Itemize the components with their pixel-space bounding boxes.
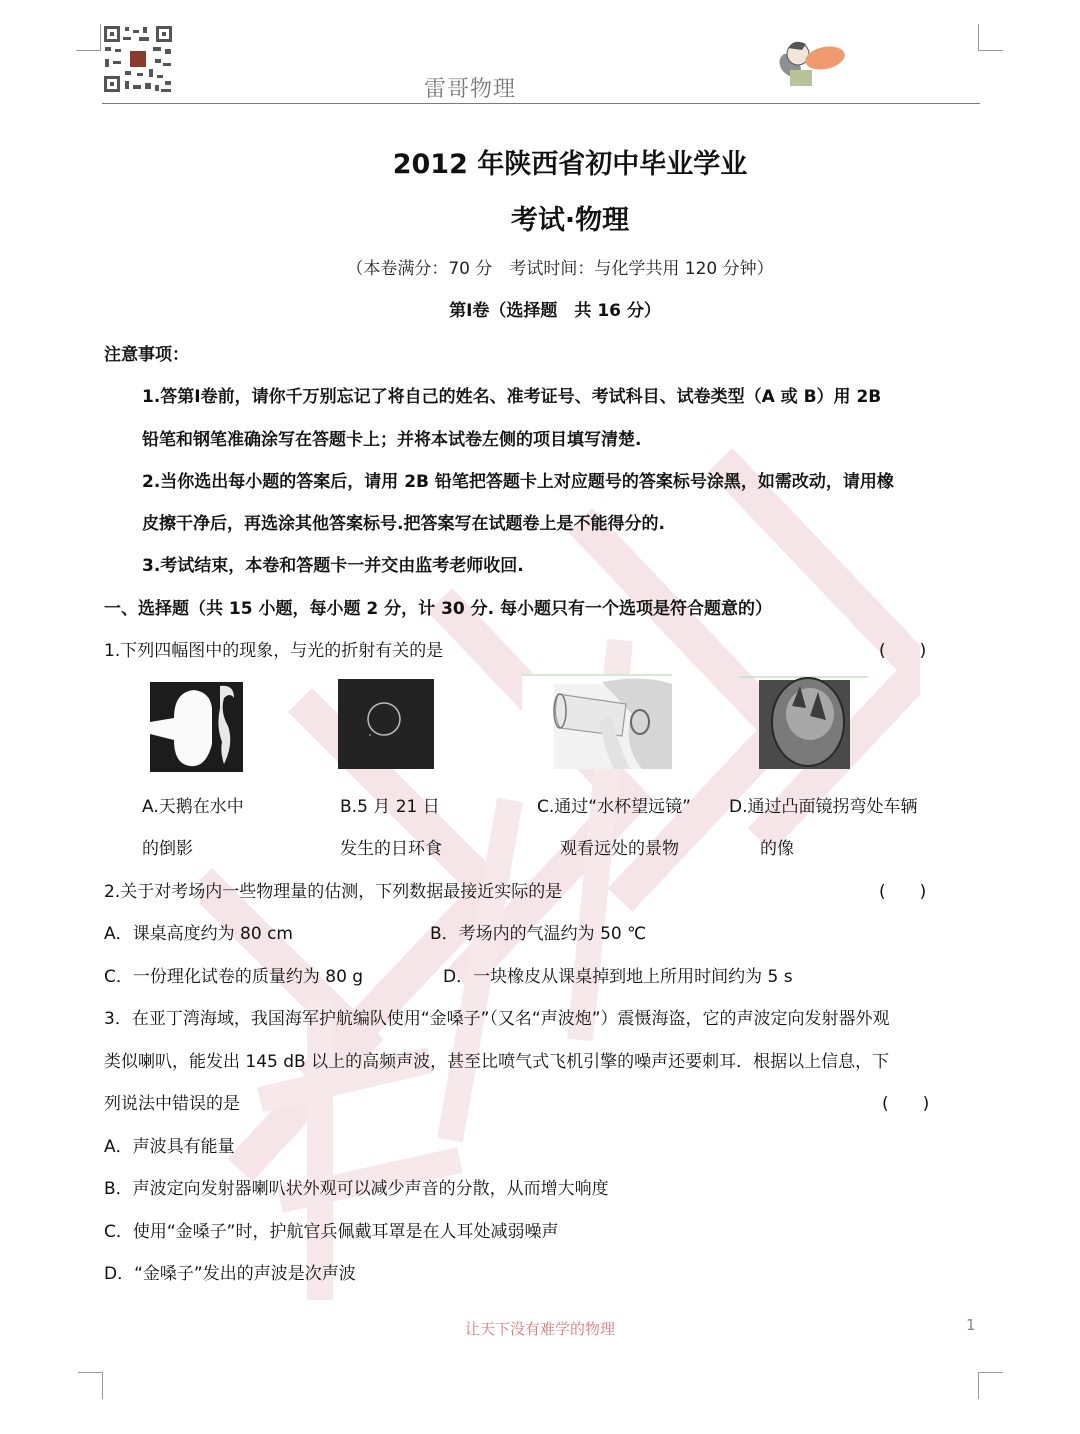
swan-reflection-image xyxy=(150,682,243,772)
qr-code-icon xyxy=(103,25,173,93)
question-2-option-a: A．课桌高度约为 80 cm xyxy=(104,924,293,944)
crop-mark-top-right xyxy=(978,24,1003,51)
section-heading: 一、选择题（共 15 小题，每小题 2 分，计 30 分. 每小题只有一个选项是符合题意的） xyxy=(104,599,773,619)
crop-mark-bottom-right xyxy=(978,1372,1003,1399)
question-3-option-d: D．“金嗓子”发出的声波是次声波 xyxy=(104,1264,356,1284)
question-3-option-c: C．使用“金嗓子”时，护航官兵佩戴耳罩是在人耳处减弱噪声 xyxy=(104,1222,559,1242)
footer-slogan: 让天下没有难学的物理 xyxy=(464,1320,615,1338)
exam-title-line1: 2012 年陕西省初中毕业学业 xyxy=(392,149,748,180)
notice-item-3: 3.考试结束，本卷和答题卡一并交由监考老师收回. xyxy=(142,556,524,576)
option-d-label: D.通过凸面镜拐弯处车辆 xyxy=(729,797,918,817)
question-3-stem-line2: 类似喇叭，能发出 145 dB 以上的高频声波，甚至比喷气式飞机引擎的噪声还要刺耳．根据以上信息，下 xyxy=(104,1052,890,1072)
option-d-label-cont: 的像 xyxy=(760,839,794,859)
notice-item-1a: 1.答第Ⅰ卷前，请你千万别忘记了将自己的姓名、准考证号、考试科目、试卷类型（A 或 B）用 2B xyxy=(142,387,882,407)
crop-mark-bottom-left xyxy=(78,1372,103,1399)
question-3-answer-blank: ( ) xyxy=(882,1094,930,1114)
notice-heading: 注意事项： xyxy=(104,345,189,365)
notice-item-2a: 2.当你选出每小题的答案后，请用 2B 铅笔把答题卡上对应题号的答案标号涂黑，如需改动，请用橡 xyxy=(142,472,894,492)
question-2-answer-blank: ( ) xyxy=(879,882,927,902)
question-2-option-d: D．一块橡皮从课桌掉到地上所用时间约为 5 s xyxy=(443,967,793,987)
option-c-label: C.通过“水杯望远镜” xyxy=(537,797,691,817)
question-2-stem: 2.关于对考场内一些物理量的估测，下列数据最接近实际的是 xyxy=(104,882,563,902)
option-a-label-cont: 的倒影 xyxy=(142,839,193,859)
water-cup-telescope-image xyxy=(522,674,672,769)
part-title: 第Ⅰ卷（选择题 共 16 分） xyxy=(449,301,661,321)
page-number: 1 xyxy=(966,1316,976,1334)
option-b-label-cont: 发生的日环食 xyxy=(340,839,442,859)
question-2-option-c: C．一份理化试卷的质量约为 80 g xyxy=(104,967,364,987)
question-3-stem-line3: 列说法中错误的是 xyxy=(104,1094,240,1114)
mascot-icon xyxy=(768,30,848,88)
brand-name: 雷哥物理 xyxy=(424,77,517,102)
convex-mirror-image xyxy=(740,676,868,771)
question-3-stem-line1: 3．在亚丁湾海域，我国海军护航编队使用“金嗓子”（又名“声波炮”）震慑海盗，它的声波定向发射器外观 xyxy=(104,1009,890,1029)
notice-item-1b: 铅笔和钢笔准确涂写在答题卡上；并将本试卷左侧的项目填写清楚. xyxy=(142,430,642,450)
notice-item-2b: 皮擦干净后，再选涂其他答案标号.把答案写在试题卷上是不能得分的. xyxy=(142,514,665,534)
question-3-option-b: B．声波定向发射器喇叭状外观可以减少声音的分散，从而增大响度 xyxy=(104,1179,609,1199)
crop-mark-top-left xyxy=(76,24,101,51)
question-1-stem: 1.下列四幅图中的现象，与光的折射有关的是 xyxy=(104,641,444,661)
annular-eclipse-image xyxy=(338,679,434,769)
question-1-answer-blank: ( ) xyxy=(879,641,927,661)
question-3-option-a: A．声波具有能量 xyxy=(104,1137,235,1157)
option-a-label: A.天鹅在水中 xyxy=(142,797,244,817)
exam-title-line2: 考试·物理 xyxy=(510,205,630,236)
option-b-label: B.5 月 21 日 xyxy=(340,797,440,817)
option-c-label-cont: 观看远处的景物 xyxy=(560,839,679,859)
question-2-option-b: B．考场内的气温约为 50 ℃ xyxy=(430,924,647,944)
header-rule xyxy=(102,103,980,104)
exam-info: （本卷满分：70 分 考试时间：与化学共用 120 分钟） xyxy=(346,259,774,279)
